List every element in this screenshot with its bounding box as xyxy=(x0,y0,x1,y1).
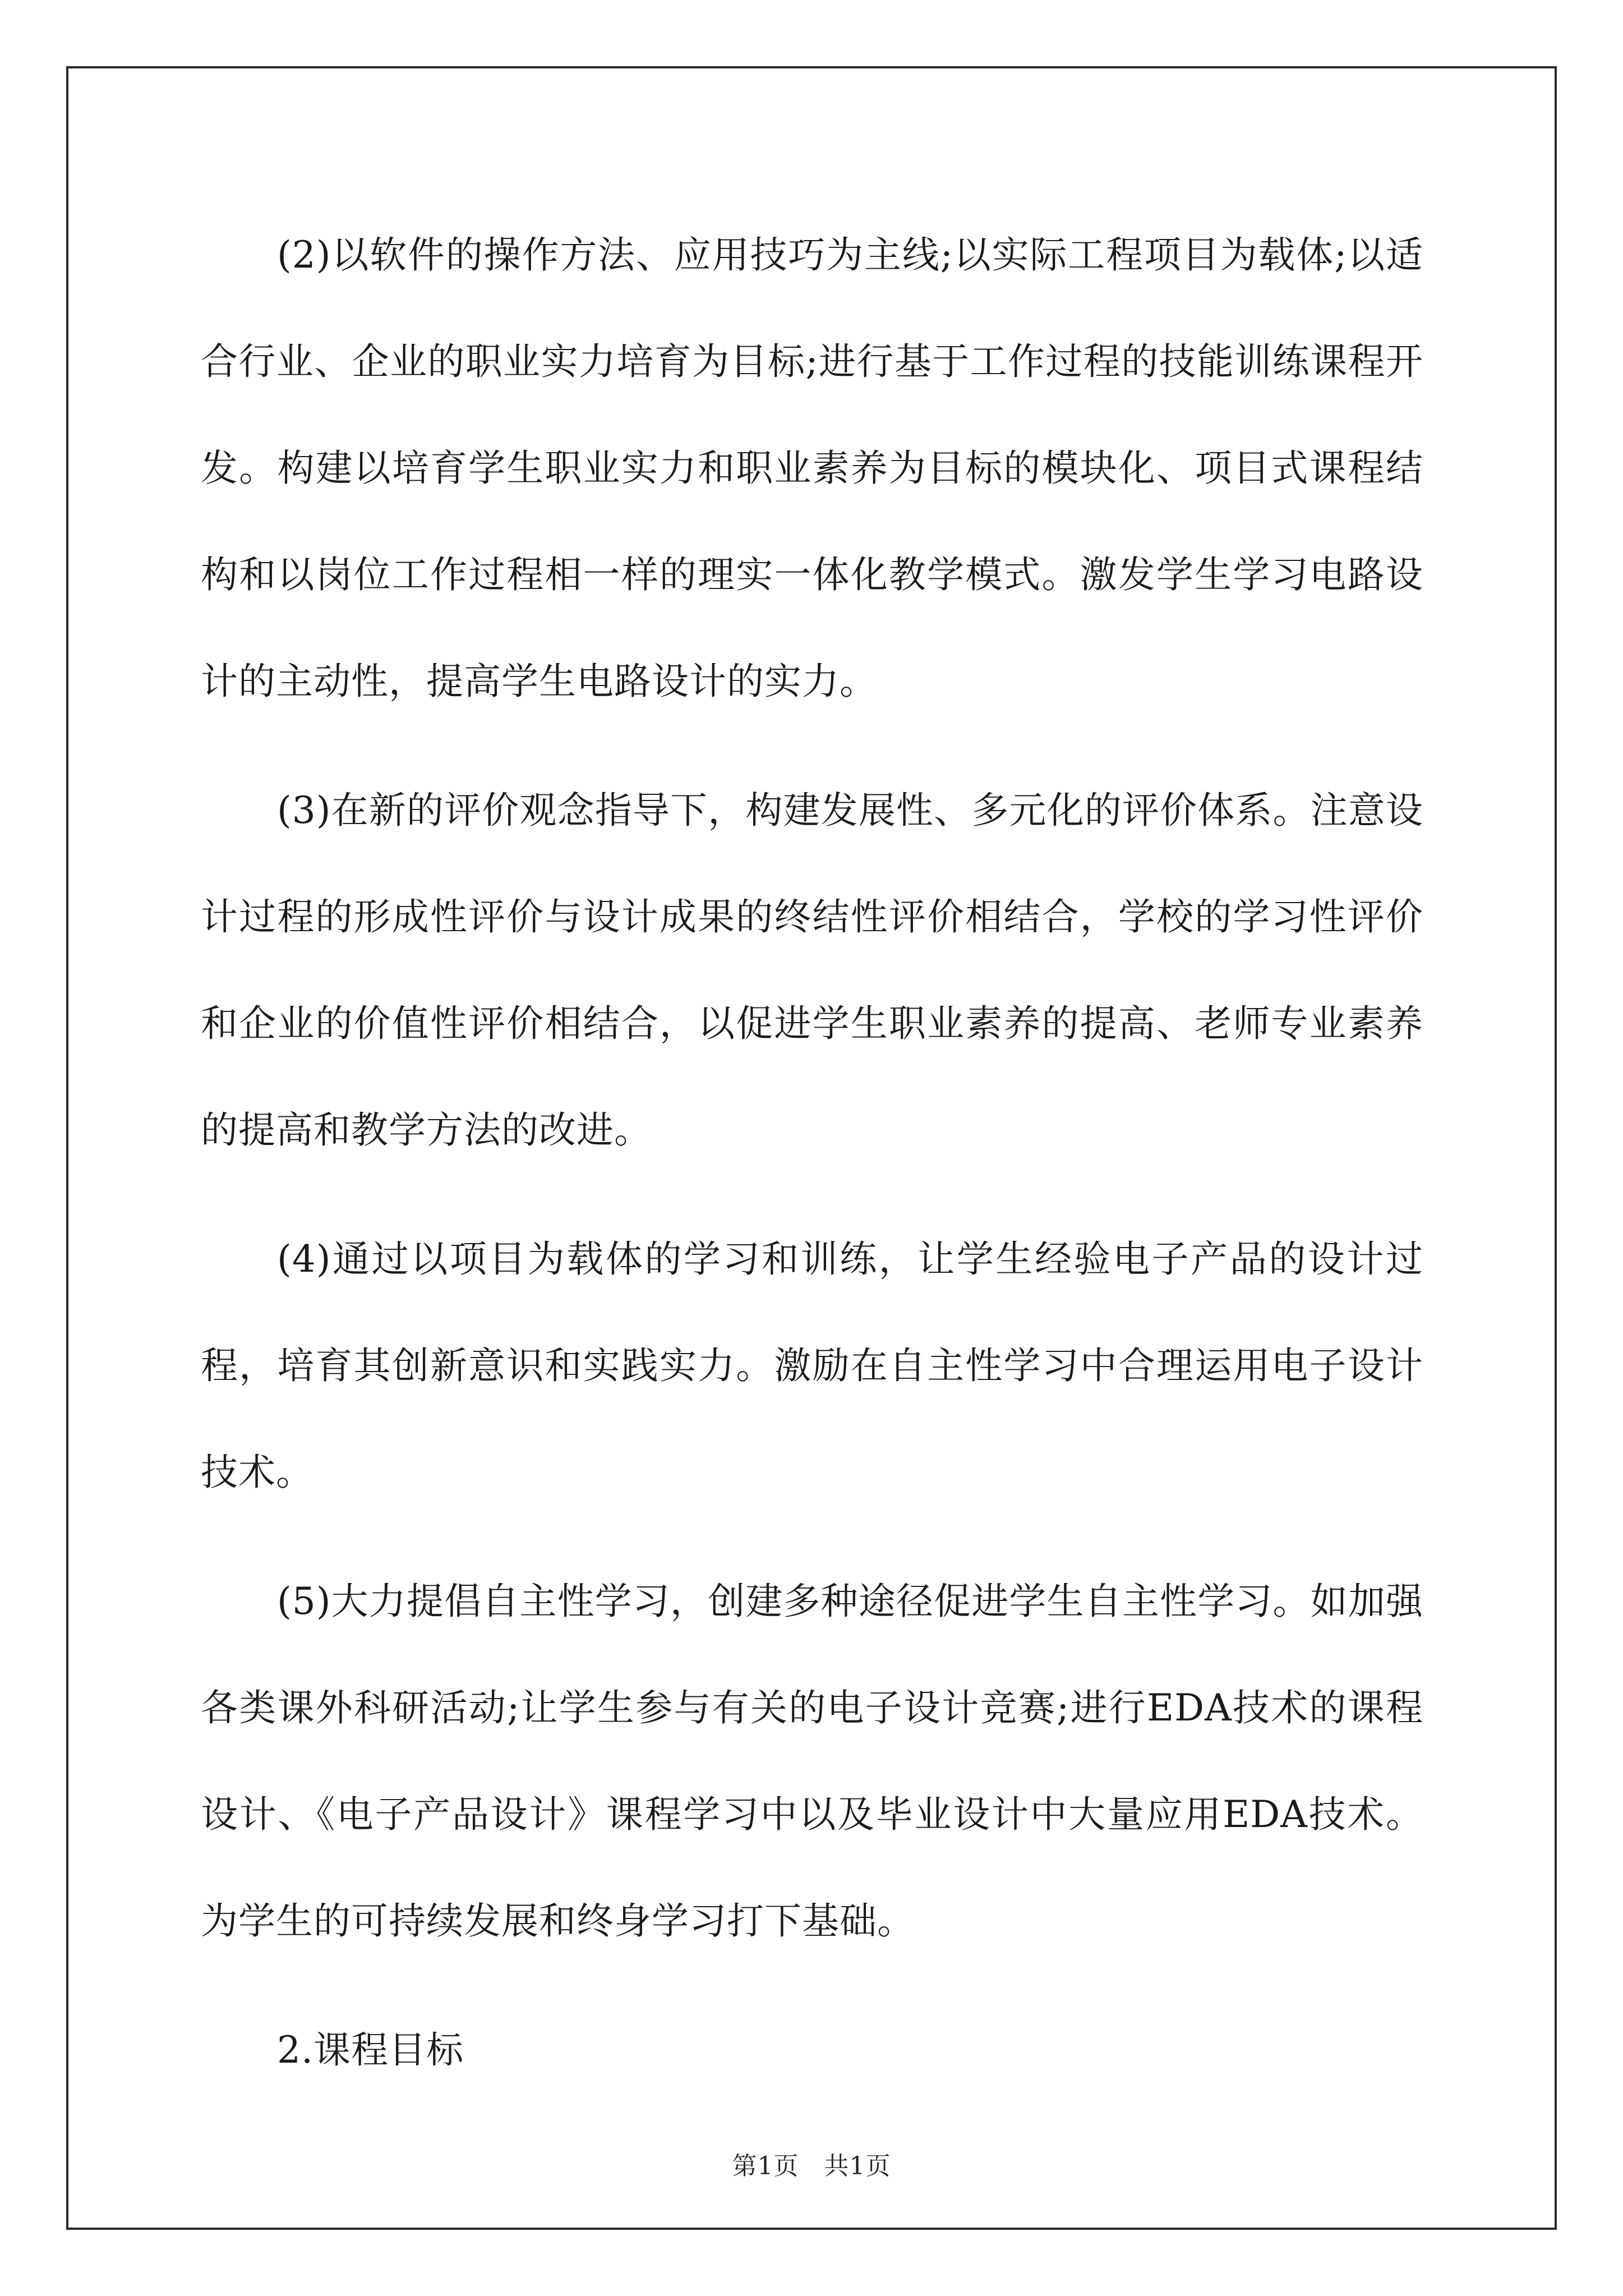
section-heading-course-goals: 2.课程目标 xyxy=(277,2028,464,2072)
paragraph-3: (3)在新的评价观念指导下，构建发展性、多元化的评价体系。注意设计过程的形成性评价与设计成果的终结性评价相结合，学校的学习性评价和企业的价值性评价相结合，以促进学生职业素养的提高、老师专业素养的提高和教学方法的改进。 xyxy=(201,789,1423,1152)
paragraph-4: (4)通过以项目为载体的学习和训练，让学生经验电子产品的设计过程，培育其创新意识和实践实力。激励在自主性学习中合理运用电子设计技术。 xyxy=(201,1237,1423,1494)
page-footer: 第1页 共1页 xyxy=(732,2152,891,2180)
paragraph-2: (2)以软件的操作方法、应用技巧为主线;以实际工程项目为载体;以适合行业、企业的职业实力培育为目标;进行基于工作过程的技能训练课程开发。构建以培育学生职业实力和职业素养为目标的模块化、项目式课程结构和以岗位工作过程相一样的理实一体化教学模式。激发学生学习电路设计的主动性，提高学生电路设计的实力。 xyxy=(201,233,1423,703)
document-body xyxy=(201,202,1423,2104)
paragraph-5: (5)大力提倡自主性学习，创建多种途径促进学生自主性学习。如加强各类课外科研活动;让学生参与有关的电子设计竞赛;进行EDA技术的课程设计、《电子产品设计》课程学习中以及毕业设计中大量应用EDA技术。为学生的可持续发展和终身学习打下基础。 xyxy=(201,1580,1423,1943)
